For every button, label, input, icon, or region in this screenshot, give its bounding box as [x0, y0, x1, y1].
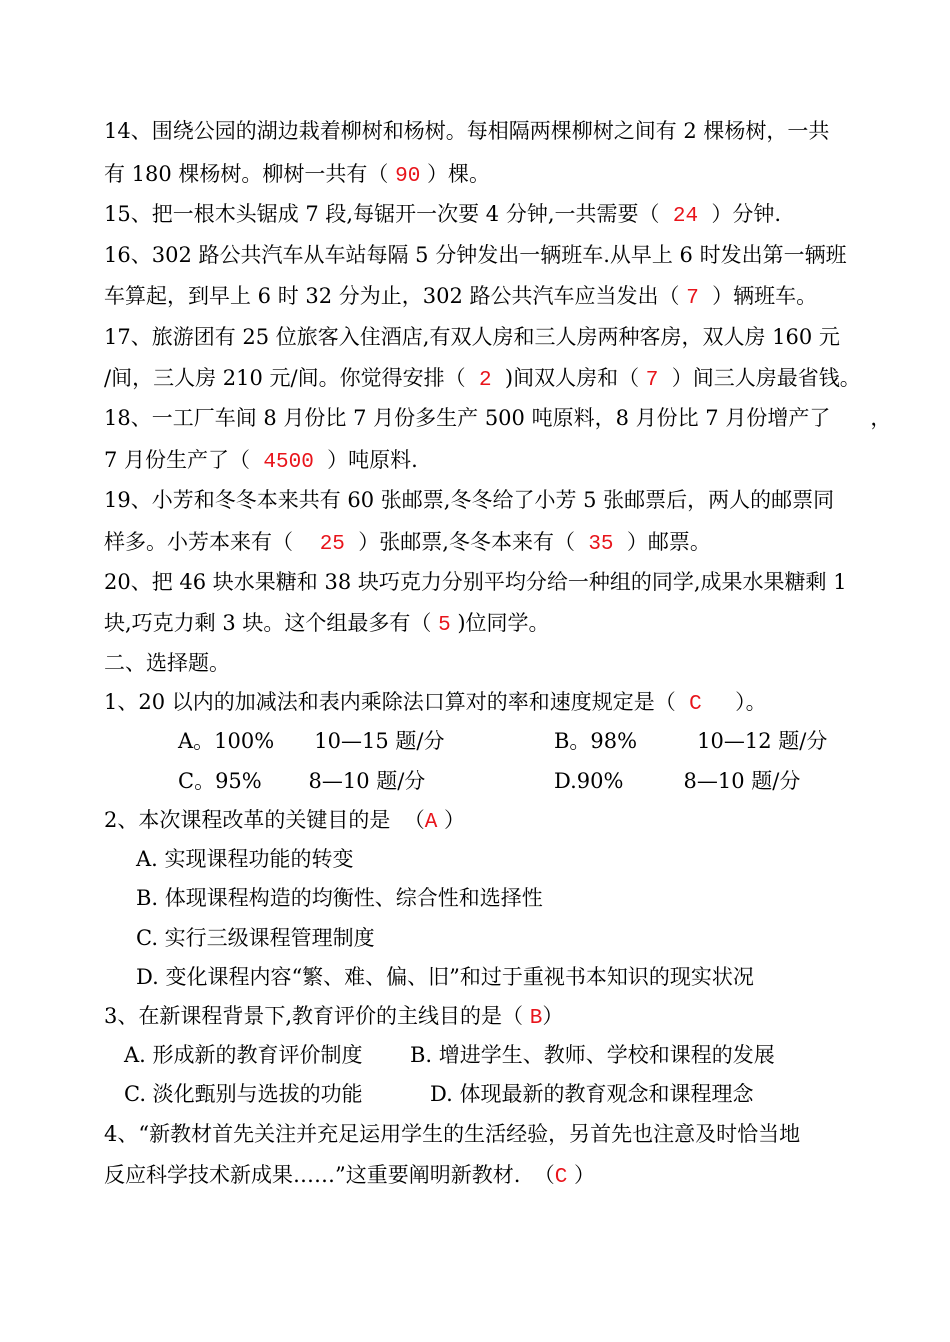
c1-question — [104, 689, 767, 718]
q15-answer: 24 — [672, 205, 699, 228]
c4-answer: C — [554, 1166, 568, 1189]
q16-text: 车算起，到早上 6 时 32 分为止，302 路公共汽车应当发出（ — [104, 284, 687, 308]
c3-text: 3、在新课程背景下,教育评价的主线目的是（ — [104, 1004, 530, 1028]
q14-answer: 90 — [395, 165, 421, 188]
c1-option-b: B。98% 10—12 题/分 — [554, 729, 828, 753]
q14-text: 有 180 棵杨树。柳树一共有（ — [104, 162, 396, 186]
c2-option-d: D. 变化课程内容“繁、难、偏、旧”和过于重视书本知识的现实状况 — [136, 965, 754, 989]
c3-option-a: A. 形成新的教育评价制度 — [124, 1043, 363, 1067]
c2-option-b: B. 体现课程构造的均衡性、综合性和选择性 — [136, 886, 543, 910]
q16-line1: 16、302 路公共汽车从车站每隔 5 分钟发出一辆班车.从早上 6 时发出第一辆班 — [104, 243, 847, 267]
q19-text-mid: ）张邮票,冬冬本来有（ — [344, 530, 589, 554]
c3-question — [104, 1003, 563, 1032]
c1-answer: C — [689, 693, 702, 716]
q17-text: /间，三人房 210 元/间。你觉得安排（ — [104, 366, 479, 390]
q16-line2 — [104, 283, 817, 312]
q16-text-end: ）辆班车。 — [698, 284, 818, 308]
c2-option-a: A. 实现课程功能的转变 — [136, 847, 354, 871]
q17-line2 — [104, 365, 861, 394]
q19-line1: 19、小芳和冬冬本来共有 60 张邮票,冬冬给了小芳 5 张邮票后，两人的邮票同 — [104, 488, 835, 512]
q18-answer: 4500 — [263, 451, 314, 474]
section-heading: 二、选择题。 — [104, 651, 230, 675]
c3-text-end: ） — [542, 1004, 564, 1028]
q19-line2 — [104, 529, 711, 558]
q20-line2 — [104, 610, 550, 639]
q18-text: 7 月份生产了（ — [104, 448, 264, 472]
q17-answer-2: 7 — [645, 369, 659, 392]
q14-line1: 14、围绕公园的湖边栽着柳树和杨树。每相隔两棵柳树之间有 2 棵杨树，一共 — [104, 119, 830, 143]
q20-line1: 20、把 46 块水果糖和 38 块巧克力分别平均分给一种组的同学,成果水果糖剩 1 — [104, 570, 847, 594]
q15-line — [104, 201, 781, 230]
c2-text-end: ） — [437, 808, 466, 832]
c4-line1: 4、“新教材首先关注并充足运用学生的生活经验，另首先也注意及时恰当地 — [104, 1122, 801, 1146]
c4-text-end: ） — [567, 1163, 596, 1187]
q18-line1: 18、一工厂车间 8 月份比 7 月份多生产 500 吨原料，8 月份比 7 月份增产了 ， — [104, 406, 892, 430]
q19-answer-2: 35 — [588, 533, 614, 556]
c3-answer: B — [529, 1007, 543, 1030]
q15-text-end: ）分钟. — [698, 202, 782, 226]
c4-text: 反应科学技术新成果……”这重要阐明新教材. （ — [104, 1163, 555, 1187]
q17-text-end: ）间三人房最省钱。 — [658, 366, 861, 390]
q14-line2 — [104, 161, 490, 190]
c3-option-b: B. 增进学生、教师、学校和课程的发展 — [410, 1043, 775, 1067]
c2-option-c: C. 实行三级课程管理制度 — [136, 926, 375, 950]
q14-text-end: ）棵。 — [420, 162, 491, 186]
c4-line2 — [104, 1162, 595, 1191]
c1-option-a: A。100% 10—15 题/分 — [178, 729, 445, 753]
q17-line1: 17、旅游团有 25 位旅客入住酒店,有双人房和三人房两种客房，双人房 160 元 — [104, 325, 840, 349]
q19-text: 样多。小芳本来有（ — [104, 530, 320, 554]
q15-text: 15、把一根木头锯成 7 段,每锯开一次要 4 分钟,一共需要（ — [104, 202, 673, 226]
c1-text: 1、20 以内的加减法和表内乘除法口算对的率和速度规定是（ — [104, 690, 690, 714]
q17-answer-1: 2 — [478, 369, 492, 392]
q17-text-mid: )间双人房和（ — [491, 366, 646, 390]
q19-text-end: ）邮票。 — [613, 530, 711, 554]
q20-text-end: )位同学。 — [450, 611, 550, 635]
q19-answer-1: 25 — [319, 533, 345, 556]
c2-text: 2、本次课程改革的关键目的是 （ — [104, 808, 425, 832]
q18-text-end: ）吨原料. — [313, 448, 418, 472]
c1-text-end: ）。 — [701, 690, 767, 714]
q20-answer: 5 — [438, 614, 451, 637]
c2-question — [104, 807, 465, 836]
c1-option-c: C。95% 8—10 题/分 — [178, 769, 426, 793]
c2-answer: A — [424, 811, 438, 834]
q16-answer: 7 — [686, 287, 699, 310]
c1-option-d: D.90% 8—10 题/分 — [554, 769, 801, 793]
q18-line2 — [104, 447, 418, 476]
c3-option-d: D. 体现最新的教育观念和课程理念 — [430, 1082, 754, 1106]
q20-text: 块,巧克力剩 3 块。这个组最多有（ — [104, 611, 439, 635]
c3-option-c: C. 淡化甄别与选拔的功能 — [124, 1082, 363, 1106]
